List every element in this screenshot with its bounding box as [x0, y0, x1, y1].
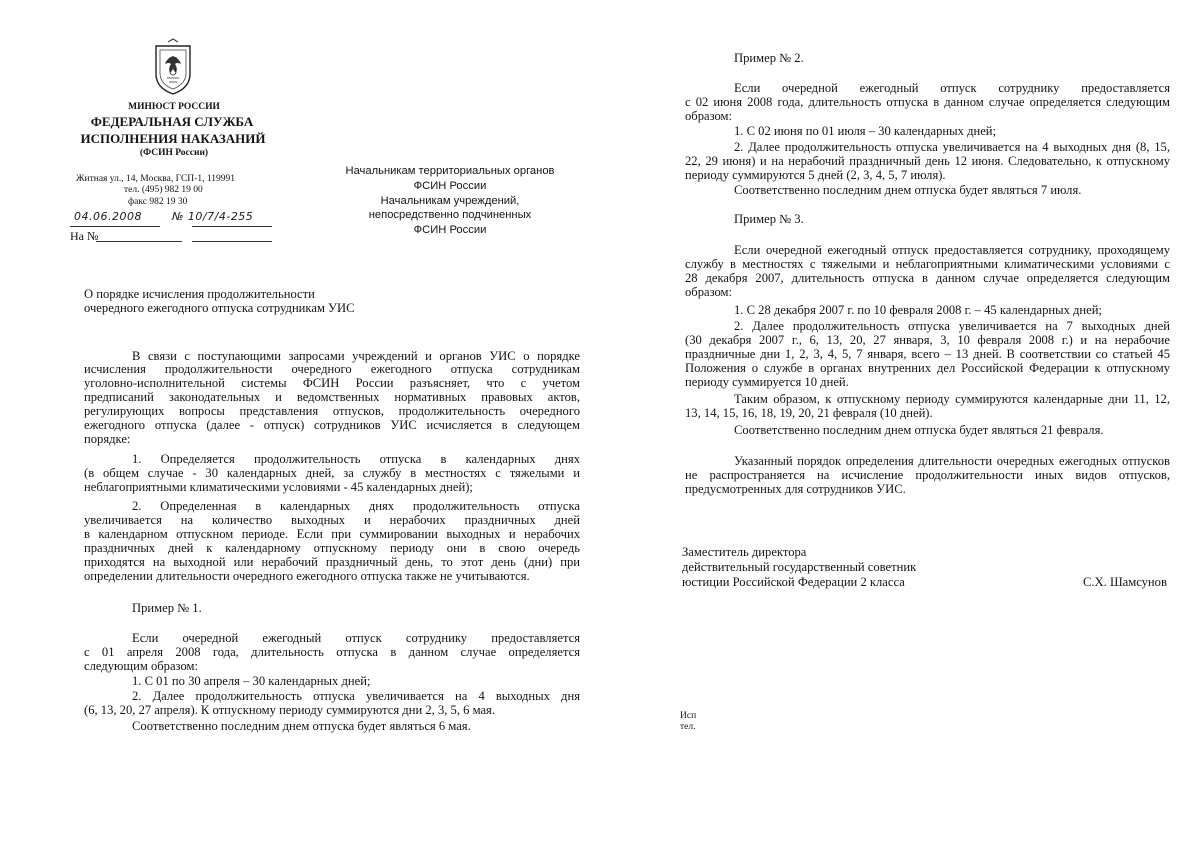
example3-point1: 1. С 28 декабря 2007 г. по 10 февраля 2008 г. – 45 календарных дней; [734, 303, 1102, 317]
example3-point2: праздничные дни 1, 2, 3, 4, 5, 7 января, всего – 13 дней. В соответствии со статьей 45 [685, 347, 1170, 361]
date-underline [70, 226, 160, 227]
intro-line: регулирующих вопросы представления отпусков, продолжительность очередного [84, 404, 580, 418]
item2-line: приходятся на выходной или нерабочий праздничный день, то этот день (дни) при [84, 555, 580, 569]
example3-line: 28 декабря 2007, длительность отпуска в данном случае определяется следующим [685, 271, 1170, 285]
reference-underline-1 [96, 241, 182, 242]
example1-line: следующим образом: [84, 659, 198, 673]
coat-of-arms-emblem [150, 38, 196, 96]
ministry-name: МИНЮСТ РОССИИ [128, 102, 220, 112]
item2-line: определении длительности очередного ежегодного отпуска также не учитываются. [84, 569, 530, 583]
intro-line: предписаний законодательных и ведомственных нормативных правовых актов, [84, 390, 580, 404]
example3-line: образом: [685, 285, 733, 299]
intro-line: исчисления продолжительности очередного ежегодного отпуска сотрудникам [84, 362, 580, 376]
subject-line: О порядке исчисления продолжительности [84, 287, 315, 301]
subject-line: очередного ежегодного отпуска сотрудникам УИС [84, 301, 355, 315]
recipient-line: Начальникам территориальных органов [345, 165, 555, 177]
executor-phone-label: тел. [680, 722, 696, 732]
example2-line: образом: [685, 109, 733, 123]
example2-point2: периоду суммируются 5 дней (2, 3, 4, 5, 7 июля). [685, 168, 946, 182]
example1-line: Если очередной ежегодный отпуск сотруднику предоставляется [132, 631, 580, 645]
intro-line: уголовно-исполнительной системы ФСИН России разъясняет, что с учетом [84, 376, 580, 390]
example3-title: Пример № 3. [734, 212, 804, 226]
example2-title: Пример № 2. [734, 51, 804, 65]
item1-line: неблагоприятными климатическими условиями - 45 календарных дней); [84, 480, 473, 494]
example3-summary: 13, 14, 15, 16, 18, 19, 20, 21 февраля (10 дней). [685, 406, 933, 420]
example1-line: с 01 апреля 2008 года, длительность отпуска в данном случае определяется [84, 645, 580, 659]
service-name-line2: ИСПОЛНЕНИЯ НАКАЗАНИЙ [80, 131, 266, 146]
right-page [600, 0, 1200, 848]
example3-point2: (30 декабря 2007 г., 6, 13, 20, 27 января, 3, 10 февраля 2008 г.) и на нерабочие [685, 333, 1170, 347]
example1-point2: 2. Далее продолжительность отпуска увеличивается на 4 выходных дня [132, 689, 580, 703]
reference-underline-2 [192, 241, 272, 242]
signature-position: юстиции Российской Федерации 2 класса [682, 575, 905, 589]
service-name-line1: ФЕДЕРАЛЬНАЯ СЛУЖБА [90, 114, 254, 129]
recipient-line: ФСИН России [413, 224, 487, 236]
signatory-name: С.Х. Шамсунов [1083, 575, 1167, 589]
intro-line: ежегодного отпуска (далее - отпуск) сотрудников УИС исчисляется в следующем [84, 418, 580, 432]
phone-line: тел. (495) 982 19 00 [124, 185, 203, 195]
example2-point2: 2. Далее продолжительность отпуска увеличивается на 4 выходных дня (8, 15, [734, 140, 1170, 154]
example3-line: Если очередной ежегодный отпуск предоставляется сотруднику, проходящему [734, 243, 1170, 257]
number-underline [192, 226, 272, 227]
address-line: Житная ул., 14, Москва, ГСП-1, 119991 [76, 174, 235, 184]
intro-line: порядке: [84, 432, 131, 446]
example2-line: с 02 июня 2008 года, длительность отпуска в данном случае определяется следующим [685, 95, 1170, 109]
example3-point2: Положения о службе в органах внутренних дел Российской Федерации к отпускному [685, 361, 1170, 375]
item1-line: 1. Определяется продолжительность отпуска в календарных днях [132, 452, 580, 466]
example3-point2: 2. Далее продолжительность отпуска увеличивается на 7 выходных дней [734, 319, 1170, 333]
fax-line: факс 982 19 30 [128, 197, 188, 207]
example3-point2: периоду суммируется 10 дней. [685, 375, 849, 389]
reference-number-label: На № [70, 229, 99, 243]
signature-position: действительный государственный советник [682, 560, 917, 574]
example1-title: Пример № 1. [132, 601, 202, 615]
signature-position: Заместитель директора [682, 545, 807, 559]
recipient-line: непосредственно подчиненных [368, 209, 532, 221]
closing-line: не распространяется на исчисление продолжительности иных видов отпусков, [685, 468, 1170, 482]
example2-point2: 22, 29 июня) и на нерабочий праздничный день 12 июня. Следовательно, к отпускному [685, 154, 1170, 168]
example1-point1: 1. С 01 по 30 апреля – 30 календарных дней; [132, 674, 371, 688]
example1-result: Соответственно последним днем отпуска будет являться 6 мая. [132, 719, 471, 733]
item2-line: праздничных дней к календарному отпускному периоду они в свою очередь [84, 541, 580, 555]
recipient-line: ФСИН России [413, 180, 487, 192]
intro-line: В связи с поступающими запросами учреждений и органов УИС о порядке [132, 349, 580, 363]
example3-line: службу в местностях с тяжелыми и неблагоприятными климатическими условиями с [685, 257, 1170, 271]
service-abbreviation: (ФСИН России) [139, 148, 209, 158]
example2-point1: 1. С 02 июня по 01 июля – 30 календарных дней; [734, 124, 997, 138]
document-date: 04.06.2008 [74, 210, 142, 223]
example2-result: Соответственно последним днем отпуска будет являться 7 июля. [734, 183, 1082, 197]
item2-line: 2. Определенная в календарных днях продолжительность отпуска [132, 499, 580, 513]
document-number: № 10/7/4-255 [172, 210, 254, 223]
example3-result: Соответственно последним днем отпуска будет являться 21 февраля. [734, 423, 1104, 437]
item2-line: увеличивается на количество выходных и нерабочих праздничных дней [84, 513, 580, 527]
executor-label: Исп [680, 711, 697, 721]
closing-line: Указанный порядок определения длительности очередных ежегодных отпусков [734, 454, 1170, 468]
recipient-line: Начальникам учреждений, [380, 195, 520, 207]
example1-point2: (6, 13, 20, 27 апреля). К отпускному периоду суммируются дни 2, 3, 5, 6 мая. [84, 703, 495, 717]
item2-line: в календарном отпускном периоде. Если при суммировании выходных и нерабочих [84, 527, 580, 541]
example3-summary: Таким образом, к отпускному периоду суммируются календарные дни 11, 12, [734, 392, 1170, 406]
example2-line: Если очередной ежегодный отпуск сотруднику предоставляется [734, 81, 1170, 95]
closing-line: предусмотренных для сотрудников УИС. [685, 482, 906, 496]
item1-line: (в общем случае - 30 календарных дней, за службу в местностях с тяжелыми и [84, 466, 580, 480]
